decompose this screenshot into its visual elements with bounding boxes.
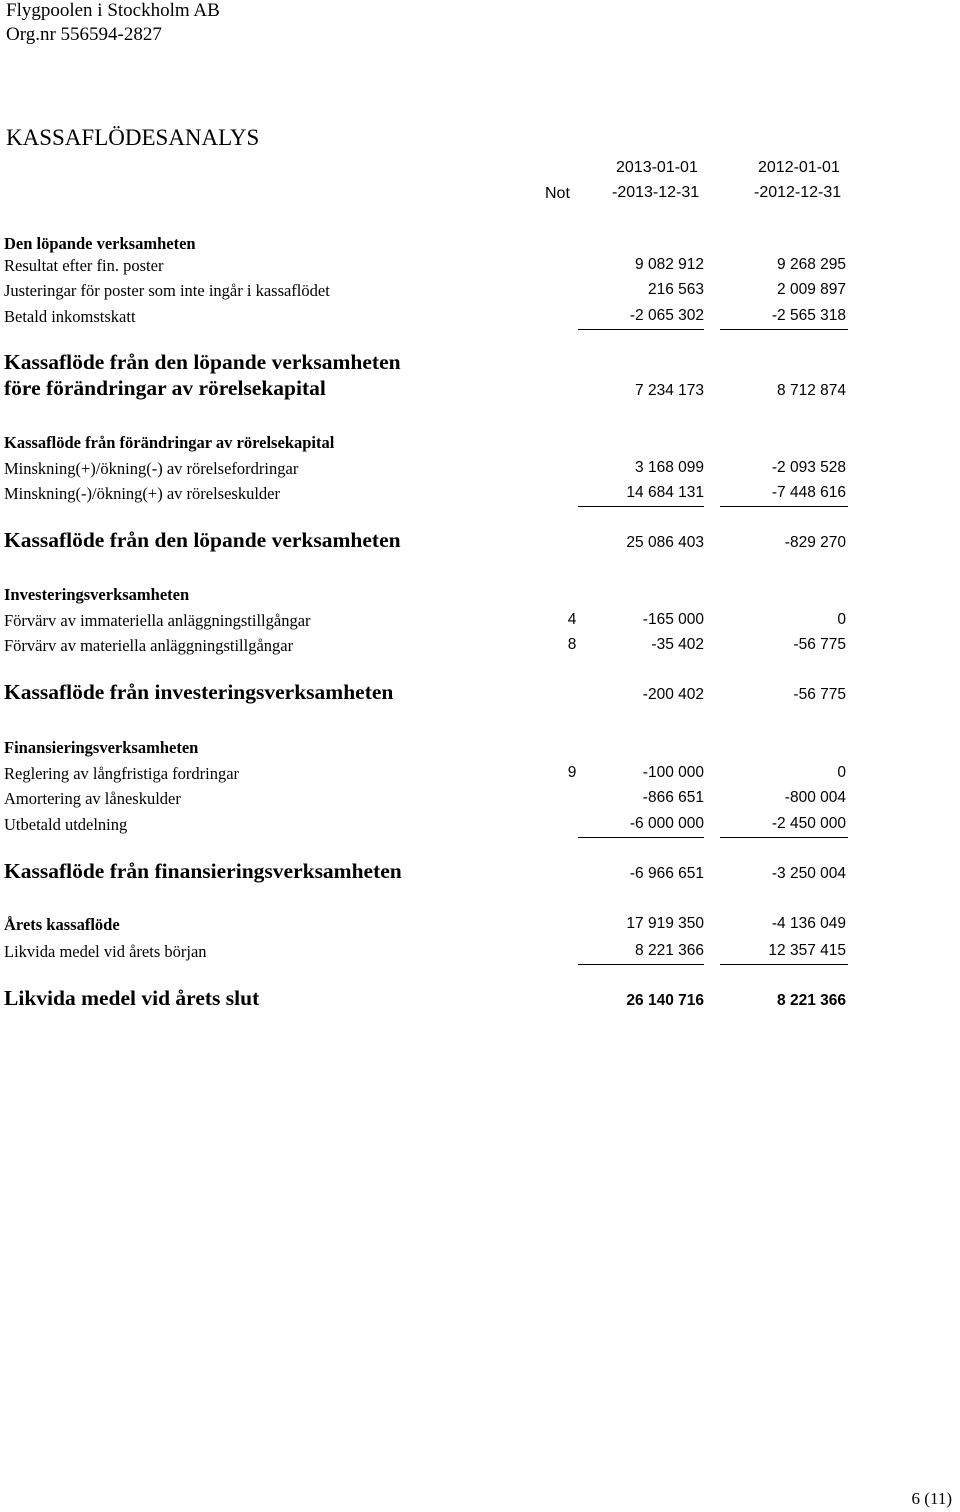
value-2013: 8 221 366 — [635, 942, 704, 959]
value-2012: -829 270 — [784, 534, 846, 551]
value-2012: 9 268 295 — [777, 256, 846, 273]
col2-header-line2: -2012-12-31 — [754, 184, 842, 201]
row-label: Justeringar för poster som inte ingår i kassaflödet — [4, 281, 330, 300]
value-2012: 2 009 897 — [777, 281, 846, 298]
row-label: Förvärv av materiella anläggningstillgångar — [4, 636, 294, 655]
value-2012: -3 250 004 — [771, 865, 846, 882]
value-2012: -2 450 000 — [771, 815, 846, 832]
value-2013: 216 563 — [647, 281, 704, 298]
subtotal-row — [4, 528, 854, 550]
row-label: Likvida medel vid årets slut — [4, 986, 260, 1010]
table-row — [4, 484, 854, 506]
value-2012: -56 775 — [793, 636, 846, 653]
table-row — [4, 942, 854, 964]
subtotal-row — [4, 376, 854, 398]
value-2012: 12 357 415 — [768, 942, 846, 959]
row-label: Likvida medel vid årets början — [4, 942, 207, 961]
section-heading — [4, 738, 854, 760]
value-2013: 14 684 131 — [626, 484, 704, 501]
underline — [578, 964, 704, 965]
value-2012: 8 712 874 — [777, 382, 846, 399]
value-2013: -6 966 651 — [629, 865, 704, 882]
underline — [720, 506, 848, 507]
value-2013: -200 402 — [642, 686, 704, 703]
value-2013: 3 168 099 — [635, 459, 704, 476]
value-2013: -35 402 — [651, 636, 704, 653]
table-row — [4, 764, 854, 786]
value-2012: -7 448 616 — [771, 484, 846, 501]
row-label: Utbetald utdelning — [4, 815, 128, 834]
subtotal-row — [4, 859, 854, 881]
value-2013: 9 082 912 — [635, 256, 704, 273]
row-label: Kassaflöde från finansieringsverksamheten — [4, 859, 402, 883]
note-number: 9 — [567, 764, 577, 781]
value-2013: -165 000 — [642, 611, 704, 628]
total-row — [4, 986, 854, 1008]
row-label: Kassaflöde från investeringsverksamheten — [4, 680, 394, 704]
value-2013: -866 651 — [642, 789, 704, 806]
row-label: Reglering av långfristiga fordringar — [4, 764, 240, 783]
value-2012: 8 221 366 — [777, 992, 846, 1009]
table-row — [4, 459, 854, 481]
row-label: före förändringar av rörelsekapital — [4, 376, 326, 400]
value-2013: 17 919 350 — [626, 915, 704, 932]
row-label: Årets kassaflöde — [4, 915, 120, 934]
row-label: Kassaflöde från förändringar av rörelsekapital — [4, 433, 335, 452]
value-2013: -6 000 000 — [629, 815, 704, 832]
section-heading — [4, 433, 854, 455]
value-2012: -56 775 — [793, 686, 846, 703]
org-number: Org.nr 556594-2827 — [6, 24, 162, 45]
table-row — [4, 636, 854, 658]
row-label: Finansieringsverksamheten — [4, 738, 199, 757]
row-label: Den löpande verksamheten — [4, 234, 196, 253]
value-2012: 0 — [837, 764, 846, 781]
row-label: Minskning(-)/ökning(+) av rörelseskulder — [4, 484, 280, 503]
col1-header-line2: -2013-12-31 — [612, 184, 700, 201]
section-heading — [4, 585, 854, 607]
subtotal-row — [4, 680, 854, 702]
note-number: 4 — [567, 611, 577, 628]
underline — [578, 329, 704, 330]
row-label: Kassaflöde från den löpande verksamheten — [4, 350, 401, 374]
underline — [578, 837, 704, 838]
value-2013: 26 140 716 — [626, 992, 704, 1009]
underline — [720, 329, 848, 330]
annual-cashflow-row — [4, 915, 854, 937]
row-label: Förvärv av immateriella anläggningstillgångar — [4, 611, 311, 630]
underline — [720, 964, 848, 965]
value-2013: -100 000 — [642, 764, 704, 781]
table-row — [4, 611, 854, 633]
value-2012: -800 004 — [784, 789, 846, 806]
row-label: Resultat efter fin. poster — [4, 256, 164, 275]
not-header: Not — [545, 185, 570, 202]
row-label: Investeringsverksamheten — [4, 585, 190, 604]
row-label: Minskning(+)/ökning(-) av rörelsefordringar — [4, 459, 299, 478]
value-2013: -2 065 302 — [629, 307, 704, 324]
page-title: KASSAFLÖDESANALYS — [6, 125, 260, 150]
col1-header-line1: 2013-01-01 — [616, 159, 698, 176]
table-row — [4, 281, 854, 303]
table-row — [4, 789, 854, 811]
value-2012: 0 — [837, 611, 846, 628]
page-number: 6 (11) — [911, 1489, 952, 1508]
section-heading — [4, 234, 854, 256]
table-row — [4, 815, 854, 837]
col2-header-line1: 2012-01-01 — [758, 159, 840, 176]
note-number: 8 — [567, 636, 577, 653]
table-row — [4, 307, 854, 329]
table-row — [4, 256, 854, 278]
row-label: Amortering av låneskulder — [4, 789, 181, 808]
subtotal-heading — [4, 350, 854, 372]
value-2012: -2 565 318 — [771, 307, 846, 324]
value-2012: -4 136 049 — [771, 915, 846, 932]
value-2013: 7 234 173 — [635, 382, 704, 399]
underline — [578, 506, 704, 507]
row-label: Kassaflöde från den löpande verksamheten — [4, 528, 401, 552]
row-label: Betald inkomstskatt — [4, 307, 136, 326]
value-2012: -2 093 528 — [771, 459, 846, 476]
underline — [720, 837, 848, 838]
company-name: Flygpoolen i Stockholm AB — [6, 0, 220, 21]
value-2013: 25 086 403 — [626, 534, 704, 551]
